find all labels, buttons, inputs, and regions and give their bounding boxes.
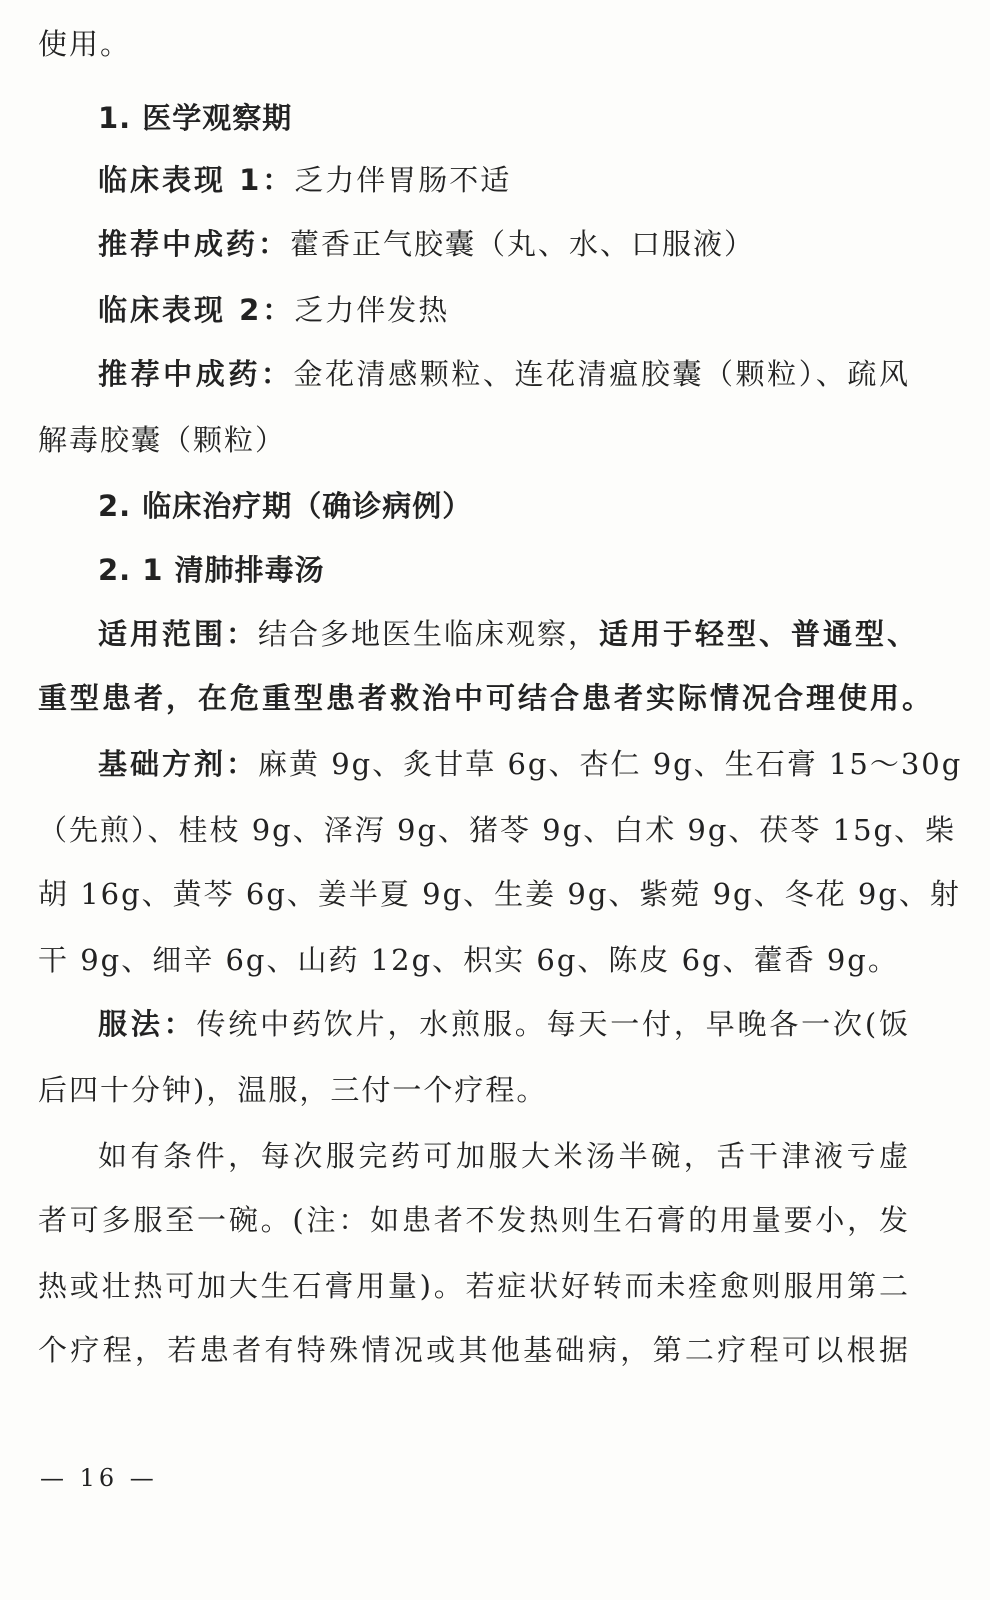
recommended-medicine-2 bbox=[98, 354, 910, 394]
clinical-manifestation-text: 乏力伴发热 bbox=[294, 293, 450, 327]
recommended-medicine-text: 金花清感颗粒、连花清瘟胶囊（颗粒）、疏风 bbox=[293, 357, 910, 391]
dosage-label: 服法： bbox=[98, 1007, 197, 1041]
recommended-medicine-label: 推荐中成药： bbox=[98, 227, 291, 261]
subsection-heading-lung-detox-decoction: 2. 1 清肺排毒汤 bbox=[98, 553, 325, 587]
paragraph-line: 个疗程，若患者有特殊情况或其他基础病，第二疗程可以根据 bbox=[38, 1333, 910, 1367]
paragraph-line: 胡 16g、黄芩 6g、姜半夏 9g、生姜 9g、紫菀 9g、冬花 9g、射 bbox=[38, 877, 961, 911]
basic-prescription bbox=[98, 744, 963, 784]
paragraph-line: 后四十分钟)，温服，三付一个疗程。 bbox=[38, 1073, 548, 1107]
clinical-manifestation-text: 乏力伴胃肠不适 bbox=[294, 163, 512, 197]
scope-text: 结合多地医生临床观察， bbox=[258, 617, 600, 651]
clinical-manifestation-label: 临床表现 1： bbox=[98, 163, 295, 197]
prescription-label: 基础方剂： bbox=[98, 747, 259, 781]
prescription-text: 麻黄 9g、炙甘草 6g、杏仁 9g、生石膏 15～30g bbox=[258, 747, 963, 781]
paragraph-line: （先煎）、桂枝 9g、泽泻 9g、猪苓 9g、白术 9g、茯苓 15g、柴 bbox=[38, 813, 957, 847]
paragraph-line: 热或壮热可加大生石膏用量)。若症状好转而未痊愈则服用第二 bbox=[38, 1269, 910, 1303]
recommended-medicine-1 bbox=[98, 224, 755, 264]
dosage-text: 传统中药饮片，水煎服。每天一付，早晚各一次(饭 bbox=[196, 1007, 910, 1041]
scope-bold-continuation: 重型患者，在危重型患者救治中可结合患者实际情况合理使用。 bbox=[38, 681, 935, 715]
paragraph-line: 如有条件，每次服完药可加服大米汤半碗，舌干津液亏虚 bbox=[98, 1139, 910, 1173]
paragraph-line: 解毒胶囊（颗粒） bbox=[38, 423, 287, 457]
paragraph-line: 干 9g、细辛 6g、山药 12g、枳实 6g、陈皮 6g、藿香 9g。 bbox=[38, 943, 899, 977]
section-heading-clinical-treatment: 2. 临床治疗期（确诊病例） bbox=[98, 489, 473, 523]
paragraph-line: 者可多服至一碗。(注：如患者不发热则生石膏的用量要小，发 bbox=[38, 1203, 910, 1237]
recommended-medicine-label: 推荐中成药： bbox=[98, 357, 294, 391]
scope-label: 适用范围： bbox=[98, 617, 259, 651]
page-number: — 16 — bbox=[40, 1464, 158, 1492]
clinical-manifestation-2 bbox=[98, 290, 449, 330]
clinical-manifestation-label: 临床表现 2： bbox=[98, 293, 295, 327]
dosage-method bbox=[98, 1004, 910, 1044]
scope-of-application bbox=[98, 614, 920, 654]
section-heading-medical-observation: 1. 医学观察期 bbox=[98, 101, 293, 135]
scope-bold-text: 适用于轻型、普通型、 bbox=[599, 617, 920, 651]
clinical-manifestation-1 bbox=[98, 160, 511, 200]
recommended-medicine-text: 藿香正气胶囊（丸、水、口服液） bbox=[290, 227, 756, 261]
paragraph-line: 使用。 bbox=[38, 27, 132, 61]
